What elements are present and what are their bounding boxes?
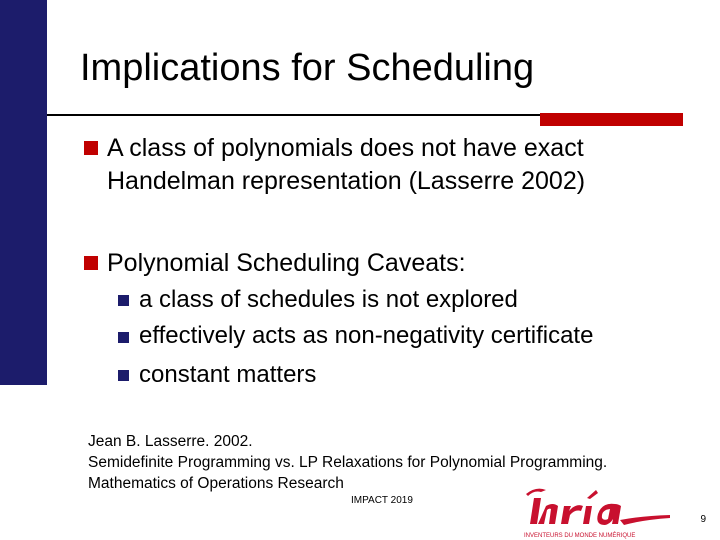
inria-logo bbox=[520, 484, 685, 540]
sub-bullet-2: effectively acts as non-negativity certificate bbox=[139, 322, 594, 349]
bullet-1-line-2: Handelman representation (Lasserre 2002) bbox=[107, 167, 586, 195]
reference-line-3: Mathematics of Operations Research bbox=[88, 475, 344, 492]
slide-title: Implications for Scheduling bbox=[80, 47, 535, 89]
sub-bullet-square-icon bbox=[118, 295, 129, 306]
left-accent-bar bbox=[0, 0, 47, 385]
bullet-square-icon bbox=[84, 256, 98, 270]
bullet-square-icon bbox=[84, 141, 98, 155]
sub-bullet-square-icon bbox=[118, 332, 129, 343]
page-number: 9 bbox=[700, 514, 706, 525]
reference-line-2: Semidefinite Programming vs. LP Relaxations for Polynomial Programming. bbox=[88, 454, 608, 471]
sub-bullet-square-icon bbox=[118, 370, 129, 381]
bullet-1-line-1: A class of polynomials does not have exact bbox=[107, 134, 584, 162]
sub-bullet-3: constant matters bbox=[139, 361, 317, 388]
footer-event: IMPACT 2019 bbox=[351, 495, 413, 506]
title-divider-accent bbox=[540, 113, 683, 126]
sub-bullet-1: a class of schedules is not explored bbox=[139, 286, 518, 313]
title-divider bbox=[47, 114, 540, 116]
logo-tagline: INVENTEURS DU MONDE NUMÉRIQUE bbox=[524, 533, 636, 539]
bullet-2-line-1: Polynomial Scheduling Caveats: bbox=[107, 249, 466, 277]
reference-line-1: Jean B. Lasserre. 2002. bbox=[88, 433, 253, 450]
